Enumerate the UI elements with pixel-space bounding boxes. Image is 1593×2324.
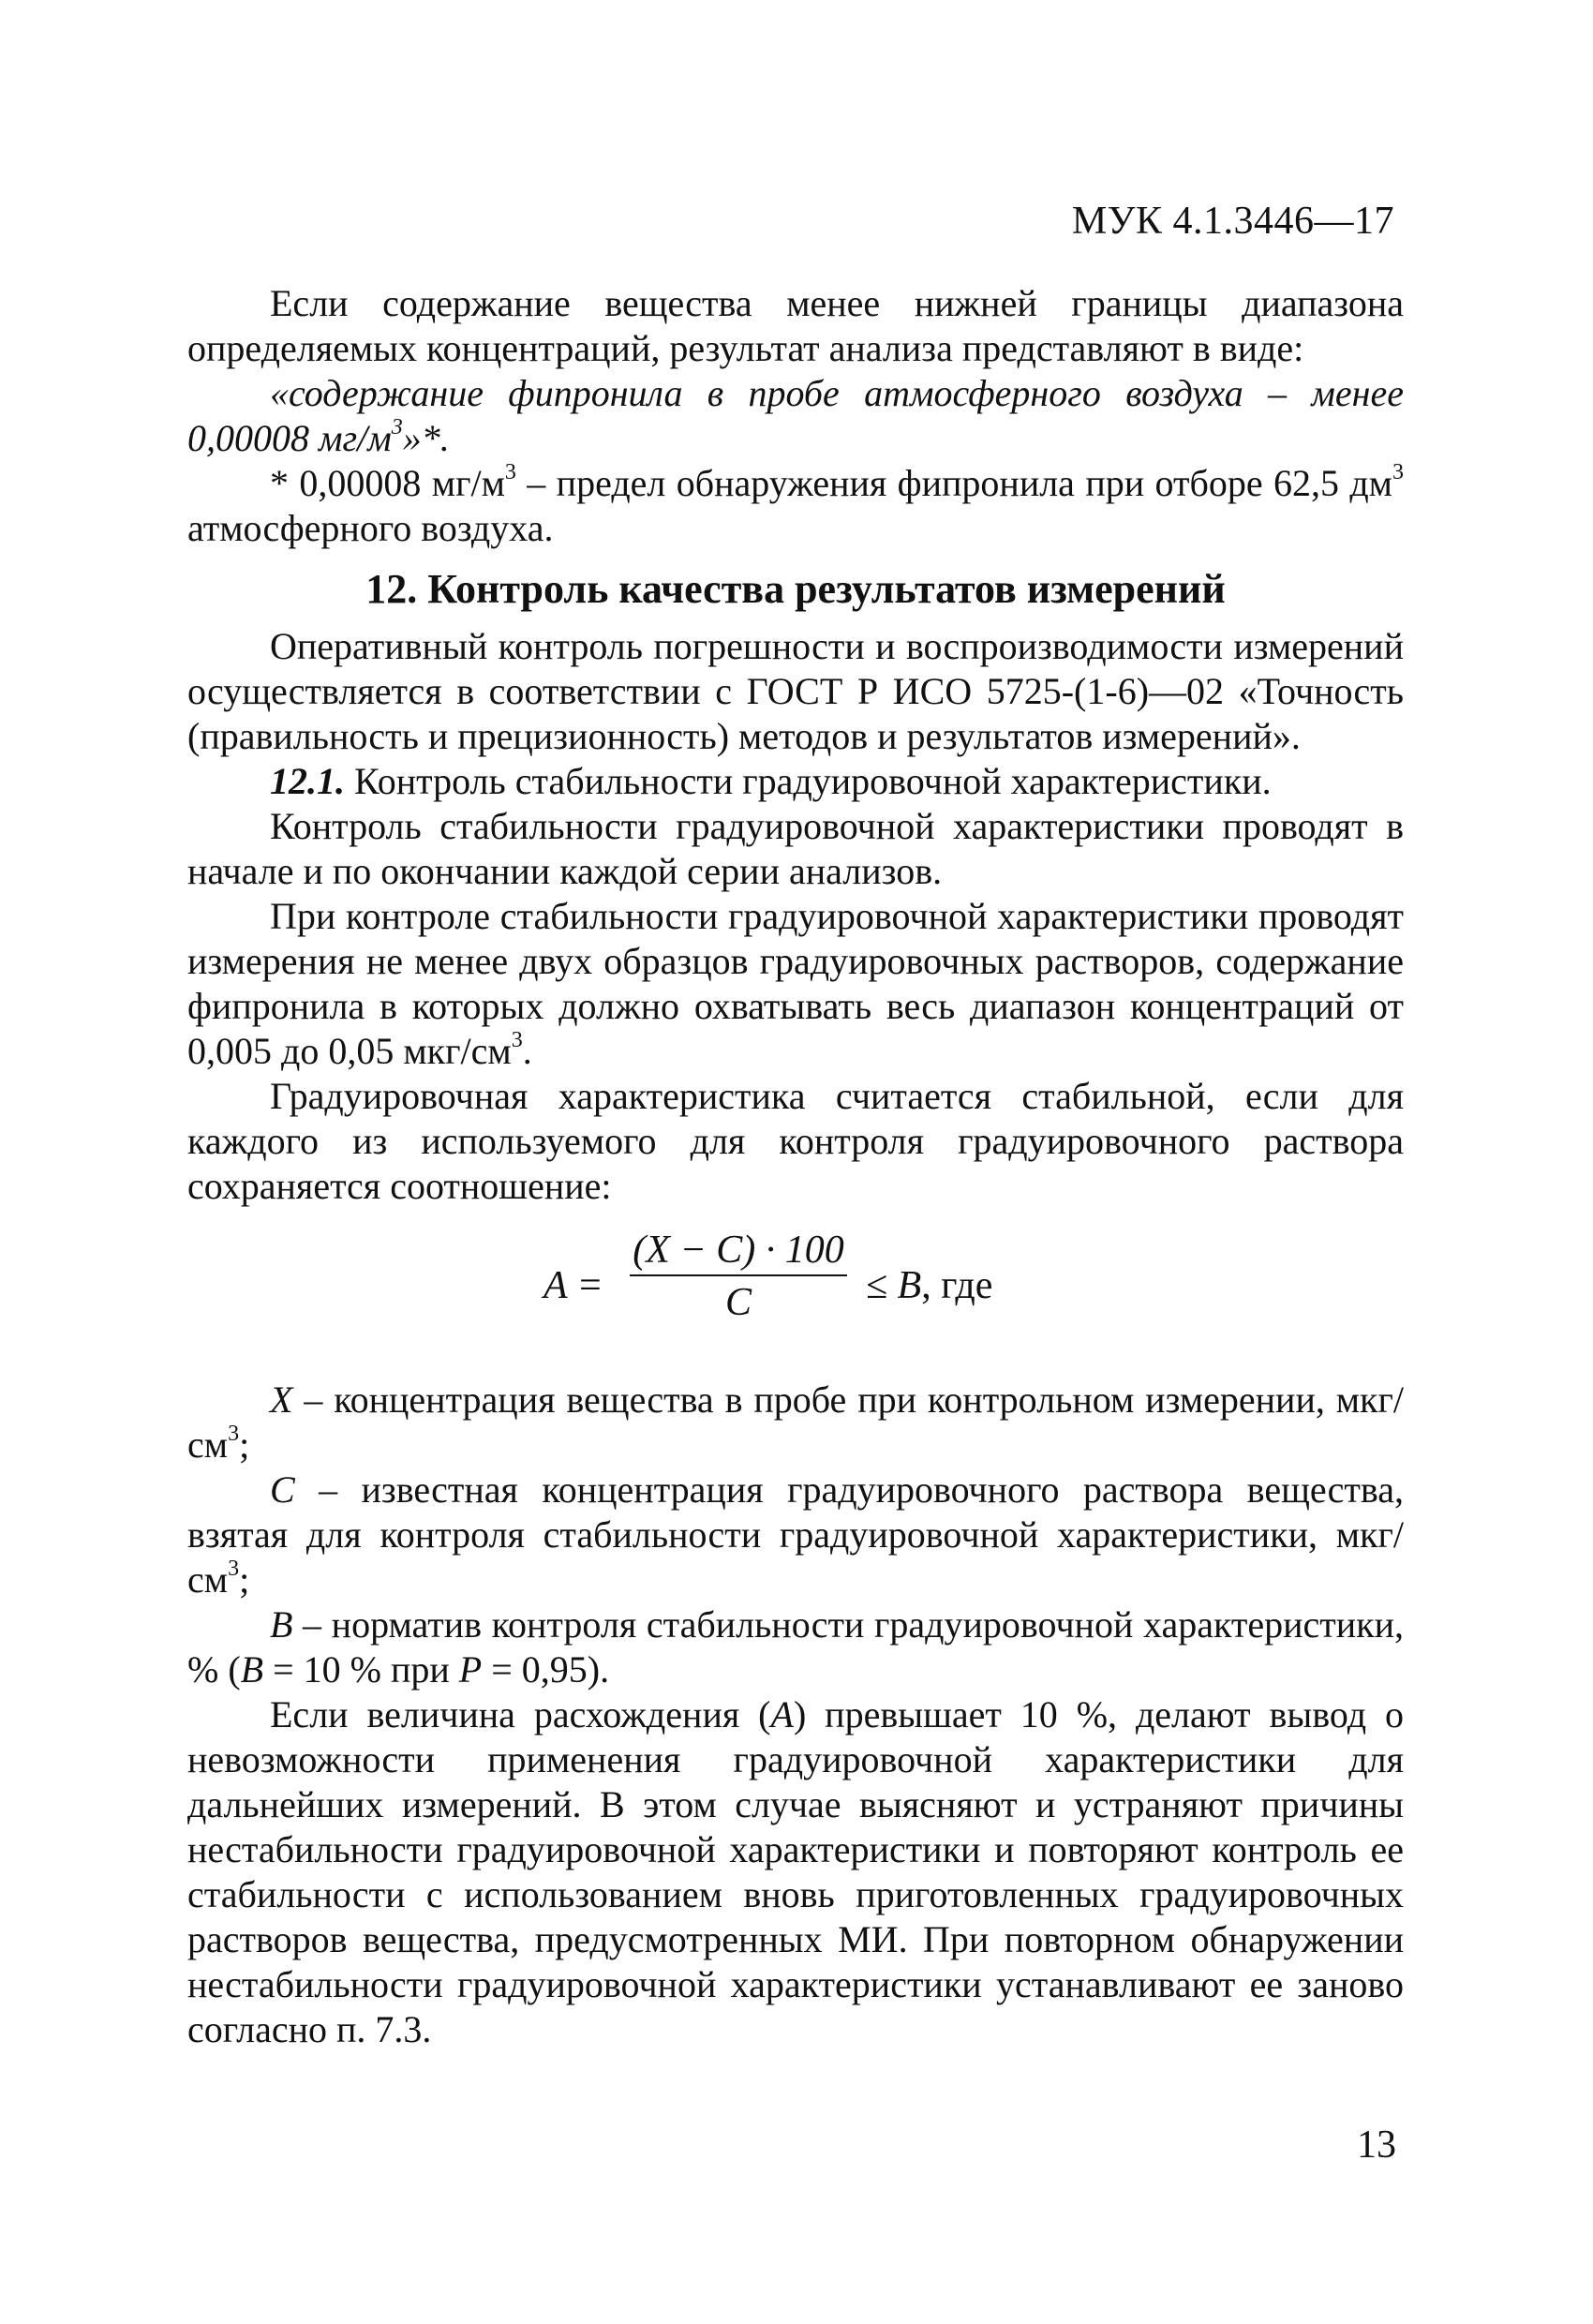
variable: B xyxy=(240,1648,264,1691)
variable: P xyxy=(458,1648,483,1691)
formula-denominator: C xyxy=(724,1281,752,1324)
subsection-heading xyxy=(187,759,1404,804)
formula-lhs: A = xyxy=(543,1264,603,1307)
section-heading: 12. Контроль качества результатов измерений xyxy=(365,566,1226,612)
result-format-text: «содержание фипронила в пробе атмосферного воздуха – менее 0,00008 мг/м xyxy=(187,372,1404,459)
section-paragraph: Контроль стабильности градуировочной характеристики проводят в начале и по окончании каждой серии анализов. xyxy=(187,805,1404,892)
definition-text: = 0,95). xyxy=(482,1648,610,1691)
subsection-title: Контроль стабильности градуировочной характеристики. xyxy=(345,760,1272,802)
page-body xyxy=(187,281,1404,2052)
definition-text: ; xyxy=(239,1558,250,1601)
section-paragraph: Градуировочная характеристика считается стабильной, если для каждого из используемого для контроля градуировочного раствора сохраняется соотношение: xyxy=(187,1075,1404,1207)
formula-where: , где xyxy=(921,1264,993,1307)
variable: A xyxy=(770,1693,794,1736)
paragraph-text: . xyxy=(522,1030,532,1072)
formula-fraction xyxy=(626,1228,851,1325)
section-paragraph: Оперативный контроль погрешности и воспроизводимости измерений осуществляется в соответствии с ГОСТ Р ИСО 5725-(1-6)—02 «Точность (правильность и прецизионность) методов и результатов измерений». xyxy=(187,625,1404,757)
document-code: МУК 4.1.3446—17 xyxy=(1071,200,1394,243)
variable: X xyxy=(270,1378,293,1421)
superscript: 3 xyxy=(391,414,403,439)
superscript: 3 xyxy=(228,1421,240,1446)
subsection-number: 12.1. xyxy=(270,760,345,802)
footnote xyxy=(187,461,1404,551)
intro-paragraph: Если содержание вещества менее нижней границы диапазона определяемых концентраций, результат анализа представляют в виде: xyxy=(187,282,1404,369)
superscript: 3 xyxy=(228,1556,240,1581)
definition-text: – известная концентрация градуировочного раствора вещества, взятая для контроля стабильности градуировочной характеристики, мкг/см xyxy=(187,1468,1404,1601)
footnote-part: – предел обнаружения фипронила при отборе 62,5 дм xyxy=(515,462,1392,504)
superscript: 3 xyxy=(1392,459,1404,484)
formula-rhs xyxy=(866,1263,992,1308)
result-format-end: »*. xyxy=(402,417,450,459)
section-paragraph xyxy=(187,1692,1404,2052)
formula-numerator: (X − C) · 100 xyxy=(633,1229,844,1272)
page-number: 13 xyxy=(1357,2123,1396,2167)
paragraph-text: Если величина расхождения ( xyxy=(270,1693,771,1736)
formula-block xyxy=(187,1218,1404,1359)
definition-text: – норматив контроля стабильности градуировочной характеристики, % ( xyxy=(187,1603,1404,1691)
formula-relation: ≤ B xyxy=(866,1264,922,1307)
footnote-part: * 0,00008 мг/м xyxy=(270,462,505,504)
section-paragraph xyxy=(187,894,1404,1074)
definition-b xyxy=(187,1602,1404,1692)
definition-text: – концентрация вещества в пробе при контрольном измерении, мкг/см xyxy=(187,1378,1404,1466)
result-format-example xyxy=(187,371,1404,461)
superscript: 3 xyxy=(504,459,516,484)
definition-c xyxy=(187,1467,1404,1602)
paragraph-text: ) превышает 10 %, делают вывод о невозможности применения градуировочной характеристики для дальнейших измерений. В этом случае выясняют и устраняют причины нестабильности градуировочной характеристики и повторяют контроль ее стабильности с использованием вновь приготовленных градуировочных растворов вещества, предусмотренных МИ. При повторном обнаружении нестабильности градуировочной характеристики устанавливают ее заново согласно п. 7.3. xyxy=(187,1693,1404,2050)
definition-text: ; xyxy=(239,1423,250,1466)
definition-x xyxy=(187,1378,1404,1467)
variable: C xyxy=(270,1468,295,1511)
superscript: 3 xyxy=(511,1027,523,1052)
footnote-part: атмосферного воздуха. xyxy=(187,507,554,549)
variable: B xyxy=(270,1603,293,1646)
paragraph-text: При контроле стабильности градуировочной характеристики проводят измерения не менее двух образцов градуировочных растворов, содержание фипронила в которых должно охватывать весь диапазон концентраций от 0,005 до 0,05 мкг/см xyxy=(187,895,1404,1072)
definition-text: = 10 % при xyxy=(263,1648,459,1691)
